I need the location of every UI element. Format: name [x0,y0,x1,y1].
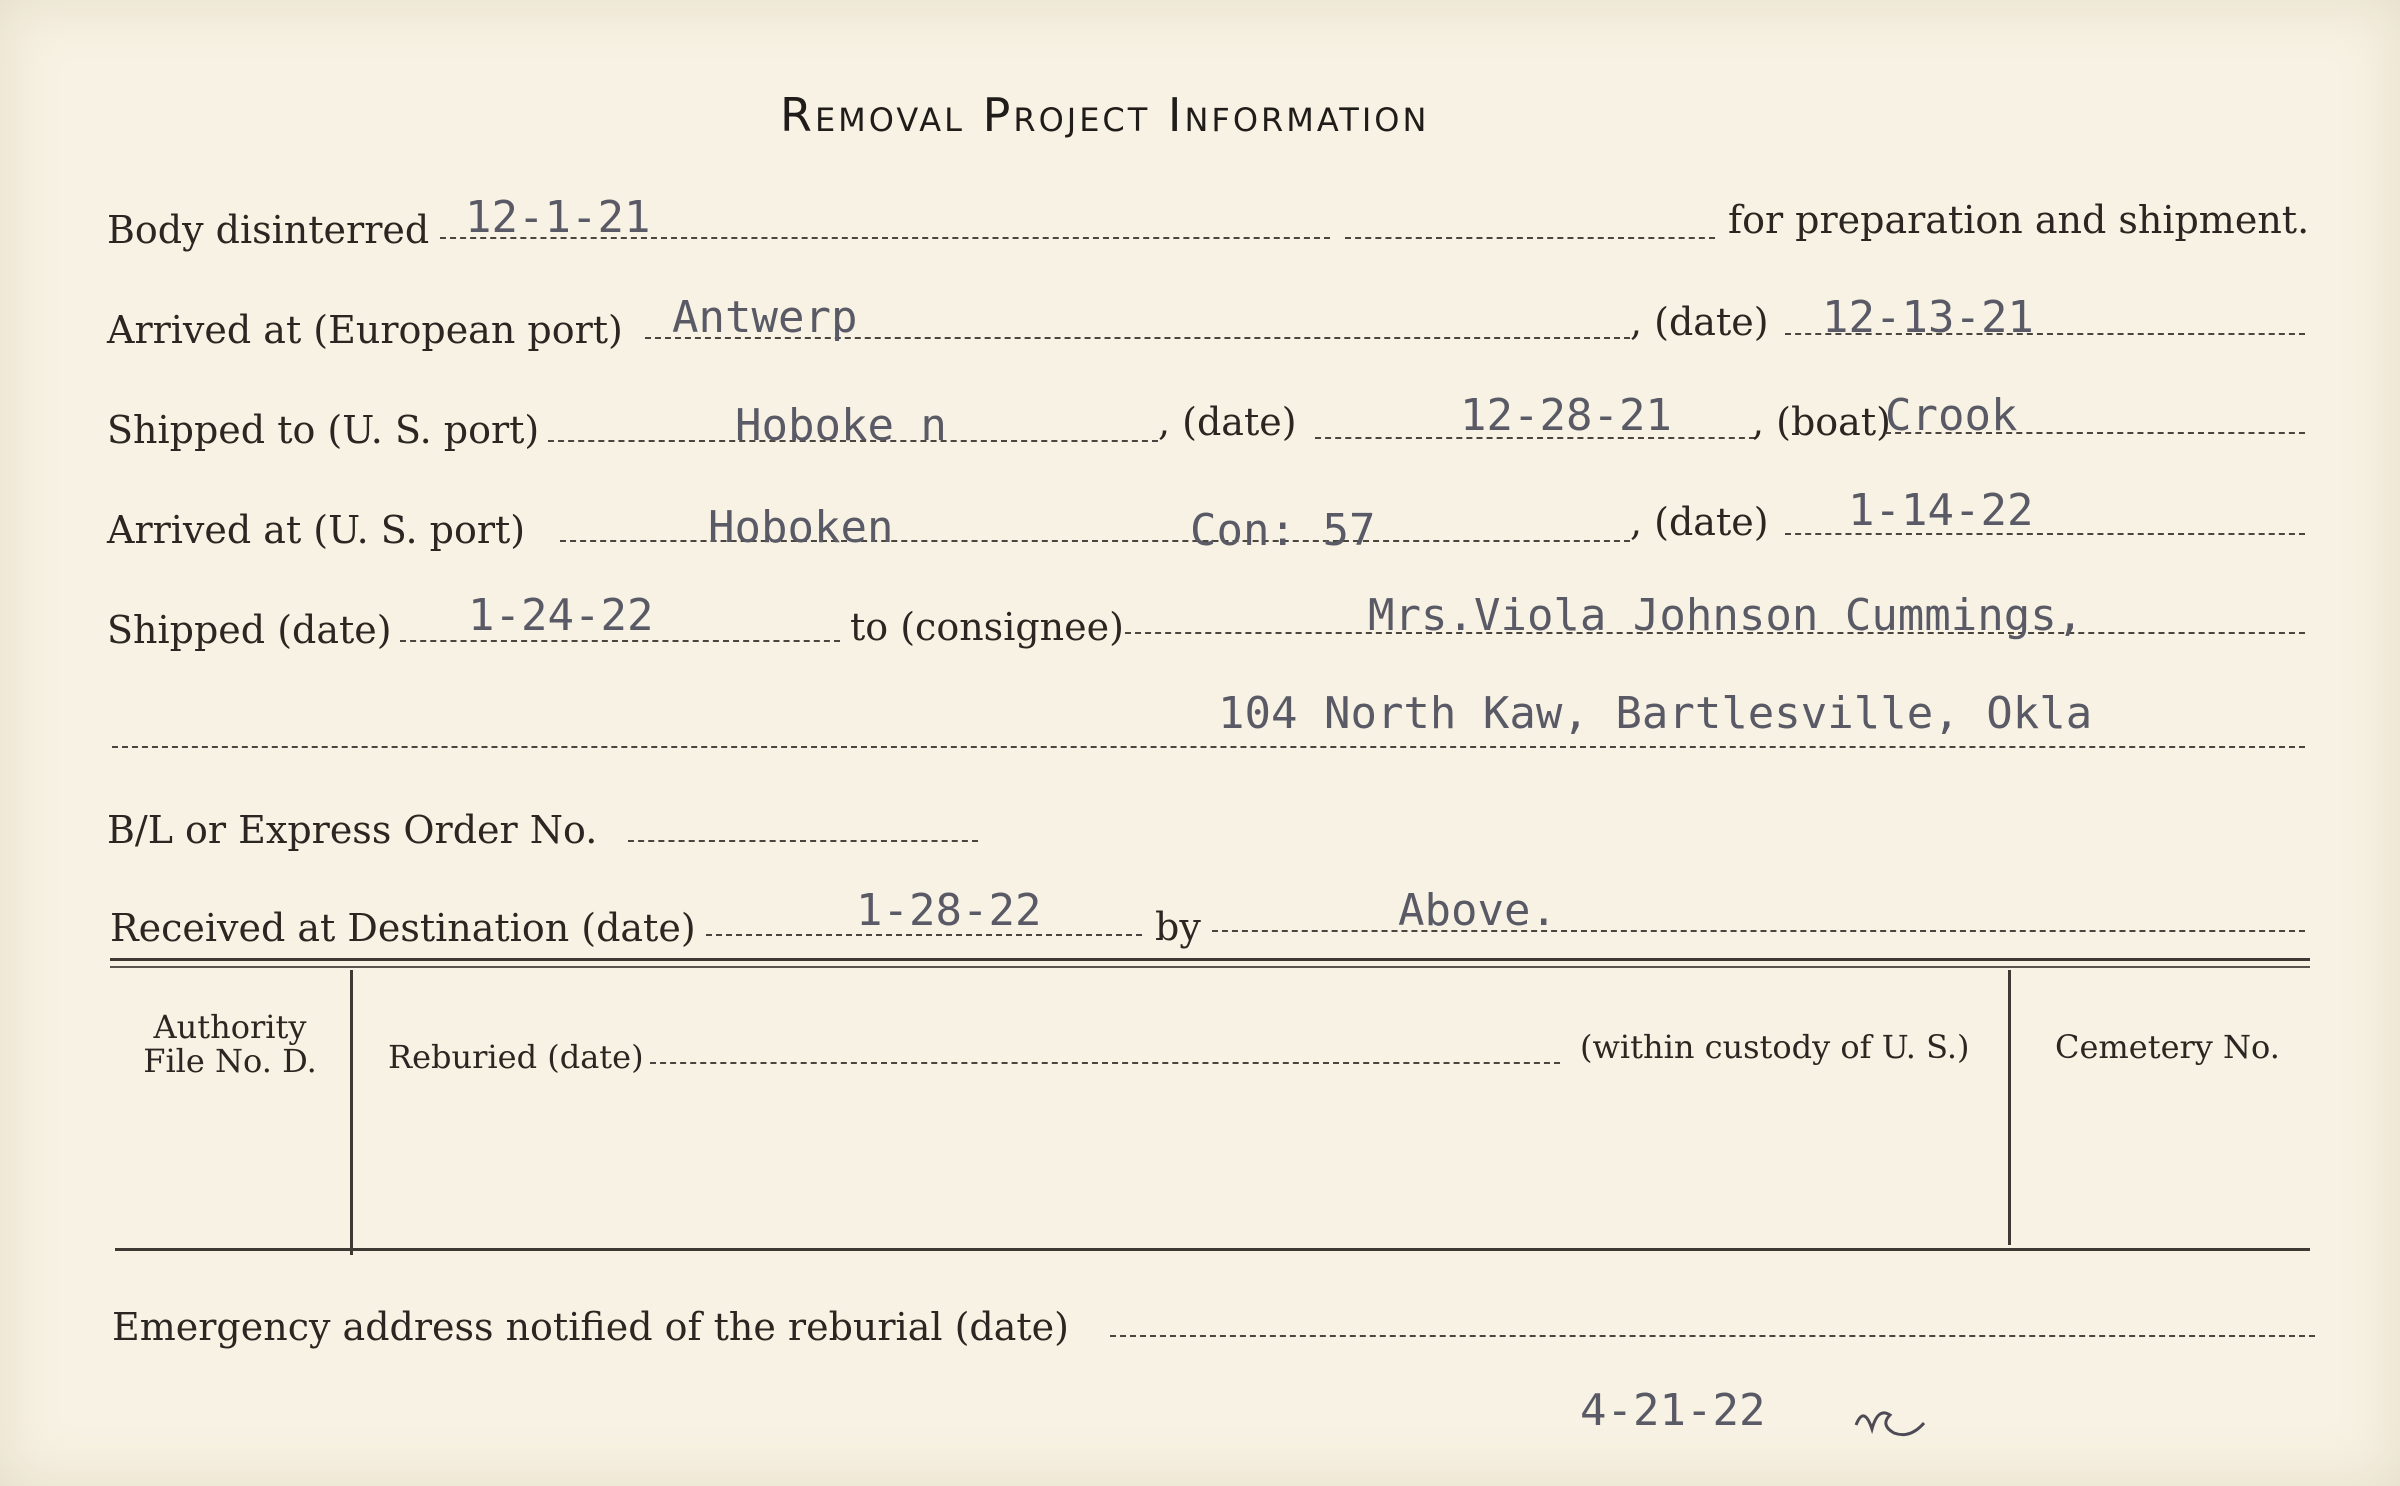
arrived-us-date-label: , (date) [1630,500,1769,544]
authority-label-line1: Authority [153,1008,307,1046]
consignee-name: Mrs.Viola Johnson Cummings, [1368,590,2084,641]
shipped-us-date-label: , (date) [1158,400,1297,444]
shipped-us-label: Shipped to (U. S. port) [107,408,540,452]
arrived-us-date: 1-14-22 [1848,485,2034,536]
table-bottom-rule [115,1248,2310,1251]
shipped-us-boat-label: , (boat) [1752,400,1891,444]
custody-label: (within custody of U. S.) [1580,1028,1970,1066]
dotted-line [112,746,2305,748]
dotted-line [1345,237,1715,239]
shipped-us-port: Hoboke n [735,400,947,451]
received-by: Above. [1398,885,1557,936]
emergency-label: Emergency address notified of the reburial (date) [112,1305,1069,1349]
page-title: Removal Project Information [780,88,1430,142]
emergency-date: 4-21-22 [1580,1385,1766,1436]
arrived-european-date-label: , (date) [1630,300,1769,344]
consignee-label: to (consignee) [850,605,1124,649]
arrived-us-con: Con: 57 [1190,505,1376,556]
body-disinterred-suffix: for preparation and shipment. [1728,198,2310,242]
authority-label-line2: File No. D. [143,1042,317,1080]
bl-label: B/L or Express Order No. [107,808,598,852]
body-disinterred-label: Body disinterred [107,208,430,252]
shipped-us-date: 12-28-21 [1460,390,1672,441]
reburied-label: Reburied (date) [388,1038,644,1076]
table-divider [2008,970,2011,1245]
shipped-date: 1-24-22 [468,590,654,641]
shipped-us-boat: Crook [1885,390,2018,441]
consignee-address: 104 North Kaw, Bartlesville, Okla [1218,688,2093,739]
table-top-rule-inner [110,966,2310,968]
arrived-european-label: Arrived at (European port) [107,308,623,352]
received-by-label: by [1155,905,1201,949]
arrived-european-date: 12-13-21 [1822,292,2034,343]
shipped-date-label: Shipped (date) [107,608,392,652]
initials-signature [1850,1395,1930,1445]
body-disinterred-value: 12-1-21 [465,192,651,243]
arrived-european-port: Antwerp [672,292,858,343]
arrived-us-label: Arrived at (U. S. port) [107,508,526,552]
dotted-line [650,1062,1560,1064]
table-divider [350,970,353,1255]
dotted-line [1110,1335,2315,1337]
table-top-rule [110,958,2310,961]
received-date: 1-28-22 [856,885,1042,936]
cemetery-label: Cemetery No. [2055,1028,2280,1066]
received-label: Received at Destination (date) [110,906,696,950]
dotted-line [628,840,978,842]
dotted-line [1212,930,2305,932]
arrived-us-port: Hoboken [708,502,894,553]
